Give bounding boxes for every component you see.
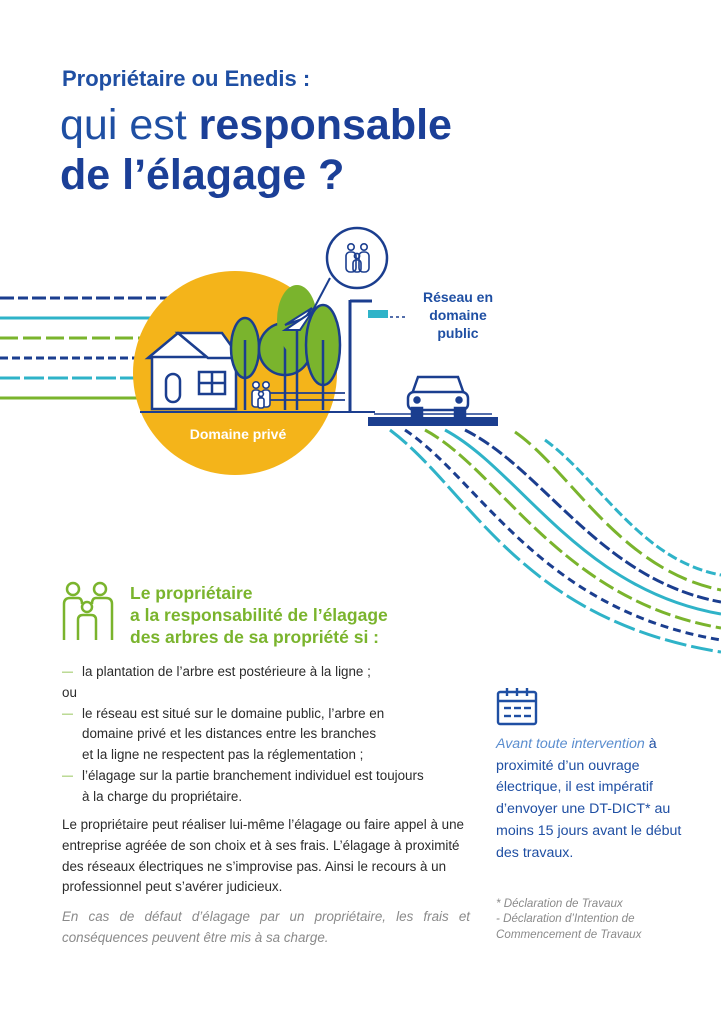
sidebar-intro: Avant toute intervention xyxy=(496,736,645,752)
conditions-list xyxy=(62,662,462,808)
title-bold-2: de l’élagage ? xyxy=(60,151,345,199)
title-bold-1: responsable xyxy=(198,101,452,149)
list-item: domaine privé et les distances entre les branches xyxy=(82,726,377,742)
label-public-domain: Réseau en domaine public xyxy=(422,289,494,341)
list-item: et la ligne ne respectent pas la réglementation ; xyxy=(82,747,364,763)
sidebar-footnote xyxy=(496,896,696,942)
label-private-domain: Domaine privé xyxy=(189,426,287,442)
car-icon xyxy=(408,377,468,416)
footnote-line: * Déclaration de Travaux xyxy=(496,897,623,910)
list-item: — la plantation de l’arbre est postérieure à la ligne ; xyxy=(62,662,462,683)
list-item: — l’élagage sur la partie branchement individuel est toujours xyxy=(62,766,462,787)
cable-lines-underground xyxy=(390,430,721,652)
owner-paragraph: Le propriétaire peut réaliser lui-même l’élagage ou faire appel à une entreprise agréée de son choix et à ses frais. L’élagage à proximité des réseaux électriques ne s’improvise pas. Ainsi le recours à un professionnel peut s’avérer judicieux. xyxy=(62,817,464,895)
list-item: — le réseau est situé sur le domaine public, l’arbre en xyxy=(62,704,462,725)
kicker: Propriétaire ou Enedis : xyxy=(62,66,311,91)
sidebar-text xyxy=(496,734,696,864)
owner-heading-line: a la responsabilité de l’élagage xyxy=(130,605,388,625)
owner-note: En cas de défaut d’élagage par un propriétaire, les frais et conséquences peuvent être mis à sa charge. xyxy=(62,909,470,945)
road xyxy=(368,417,498,426)
sidebar-body: à proximité d’un ouvrage électrique, il est impératif d’envoyer une DT-DICT* au moins 15 jours avant le début des travaux. xyxy=(496,736,682,861)
owner-heading-line: des arbres de sa propriété si : xyxy=(130,627,379,647)
owner-heading xyxy=(130,582,388,648)
list-item: ou xyxy=(62,684,77,700)
title-light: qui est xyxy=(60,101,199,149)
family-icon xyxy=(60,580,116,644)
owner-heading-line: Le propriétaire xyxy=(130,583,253,603)
list-item: à la charge du propriétaire. xyxy=(82,788,243,804)
page-title xyxy=(60,100,452,200)
footnote-line: - Déclaration d’Intention de Commencement de Travaux xyxy=(496,912,642,941)
calendar-icon xyxy=(496,686,538,726)
